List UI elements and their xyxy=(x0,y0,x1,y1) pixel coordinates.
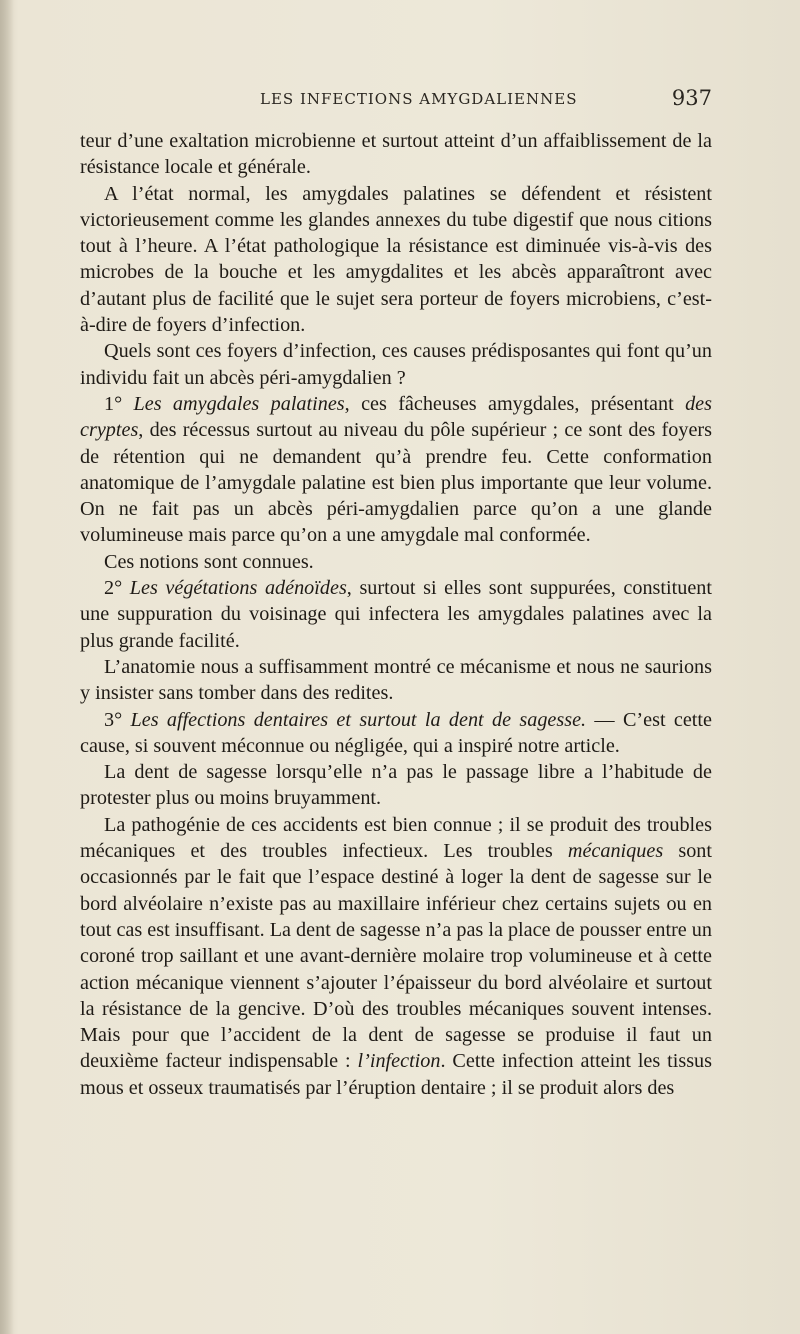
paragraph-question: Quels sont ces foyers d’infection, ces causes prédisposantes qui font qu’un individu fait un abcès péri-amygdalien ? xyxy=(80,340,712,389)
running-title: LES INFECTIONS AMYGDALIENNES xyxy=(260,90,578,108)
paragraph-dental-affections: 3° Les affections dentaires et surtout la dent de sagesse. — C’est cette cause, si souvent méconnue ou négligée, qui a inspiré notre article. xyxy=(80,708,712,757)
paragraph-palatine-tonsils: 1° Les amygdales palatines, ces fâcheuses amygdales, présentant des cryptes, des récessus surtout au niveau du pôle supérieur ; ce sont des foyers de rétention qui ne demandent qu’à prendre feu. Cette conformation anatomique de l’amygdale palatine est bien plus importante que leur volume. On ne fait pas un abcès péri-amygdalien parce qu’on a une glande volumineuse mais parce qu’on a une amygdale mal conformée. xyxy=(80,392,712,547)
body-text xyxy=(80,128,712,1101)
page-number: 937 xyxy=(671,86,712,110)
paragraph-normal-state: A l’état normal, les amygdales palatines se défendent et résistent victorieusement comme les glandes annexes du tube digestif que nous citions tout à l’heure. A l’état pathologique la résistance est diminuée vis-à-vis des microbes de la bouche et les amygdalites et les abcès apparaîtront avec d’autant plus de facilité que le sujet sera porteur de foyers microbiens, c’est-à-dire de foyers d’infection. xyxy=(80,182,712,337)
paragraph-wisdom-tooth: La dent de sagesse lorsqu’elle n’a pas le passage libre a l’habitude de protester plus ou moins bruyamment. xyxy=(80,761,712,810)
paragraph-notions: Ces notions sont connues. xyxy=(104,550,314,573)
paragraph-continuation: teur d’une exaltation microbienne et surtout atteint d’un affaiblissement de la résistance locale et générale. xyxy=(80,130,712,179)
paragraph-pathogenesis: La pathogénie de ces accidents est bien connue ; il se produit des troubles mécaniques et des troubles infectieux. Les troubles mécaniques sont occasionnés par le fait que l’espace destiné à loger la dent de sagesse sur le bord alvéolaire n’existe pas au maxillaire inférieur chez certains sujets ou en tout cas est insuffisant. La dent de sagesse n’a pas la place de pousser entre un coroné trop saillant et une avant-dernière molaire trop volumineuse et à cette action mécanique viennent s’ajouter l’épaisseur du bord alvéolaire et surtout la résistance de la gencive. D’où des troubles mécaniques souvent intenses. Mais pour que l’accident de la dent de sagesse se produise il faut un deuxième facteur indispensable : l’infection. Cette infection atteint les tissus mous et osseux traumatisés par l’éruption dentaire ; il se produit alors des xyxy=(80,813,713,1099)
paragraph-anatomy: L’anatomie nous a suffisamment montré ce mécanisme et nous ne saurions y insister sans tomber dans des redites. xyxy=(80,655,712,705)
running-header xyxy=(80,86,712,112)
paragraph-adenoids: 2° Les végétations adénoïdes, surtout si elles sont suppurées, constituent une suppuration du voisinage qui infectera les amygdales palatines avec la plus grande facilité. xyxy=(80,577,712,652)
page-gutter-shadow xyxy=(0,0,14,1334)
